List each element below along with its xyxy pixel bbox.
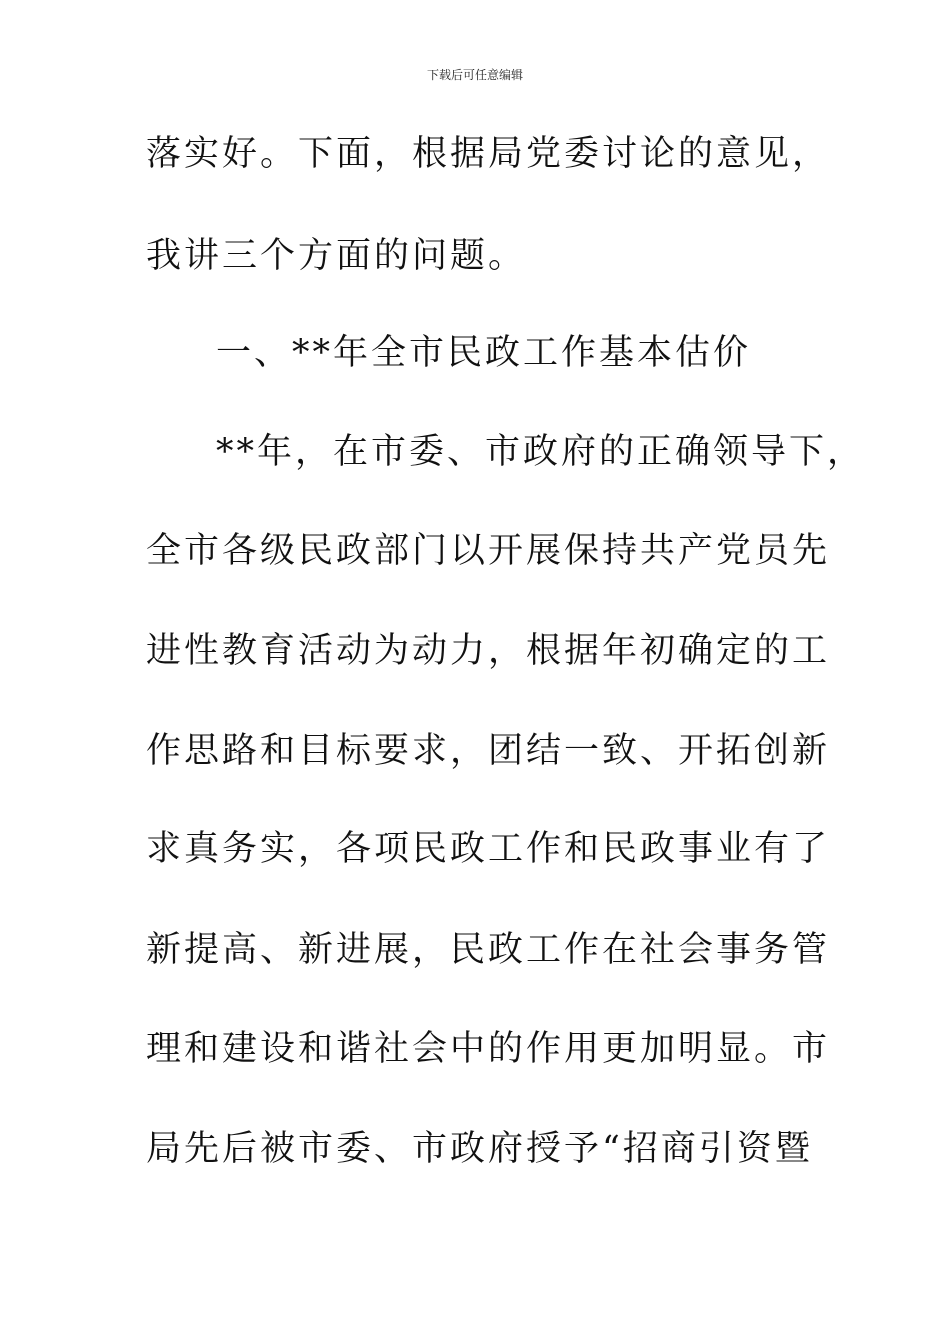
paragraph-line: 落实好。下面，根据局党委讨论的意见， bbox=[146, 134, 831, 174]
paragraph-line: 新提高、新进展，民政工作在社会事务管 bbox=[146, 930, 831, 970]
paragraph-line: **年，在市委、市政府的正确领导下， bbox=[216, 432, 866, 472]
paragraph-line: 局先后被市委、市政府授予“招商引资暨 bbox=[146, 1129, 813, 1169]
page-header: 下载后可任意编辑 bbox=[426, 68, 523, 82]
paragraph-line: 全市各级民政部门以开展保持共产党员先 bbox=[146, 531, 831, 571]
paragraph-line: 理和建设和谐社会中的作用更加明显。市 bbox=[146, 1029, 831, 1069]
paragraph-line: 进性教育活动为动力，根据年初确定的工 bbox=[146, 631, 831, 671]
section-heading: 一、**年全市民政工作基本估价 bbox=[216, 333, 752, 373]
paragraph-line: 作思路和目标要求，团结一致、开拓创新 bbox=[146, 731, 831, 771]
paragraph-line: 我讲三个方面的问题。 bbox=[146, 236, 527, 276]
paragraph-line: 求真务实，各项民政工作和民政事业有了 bbox=[146, 829, 831, 869]
